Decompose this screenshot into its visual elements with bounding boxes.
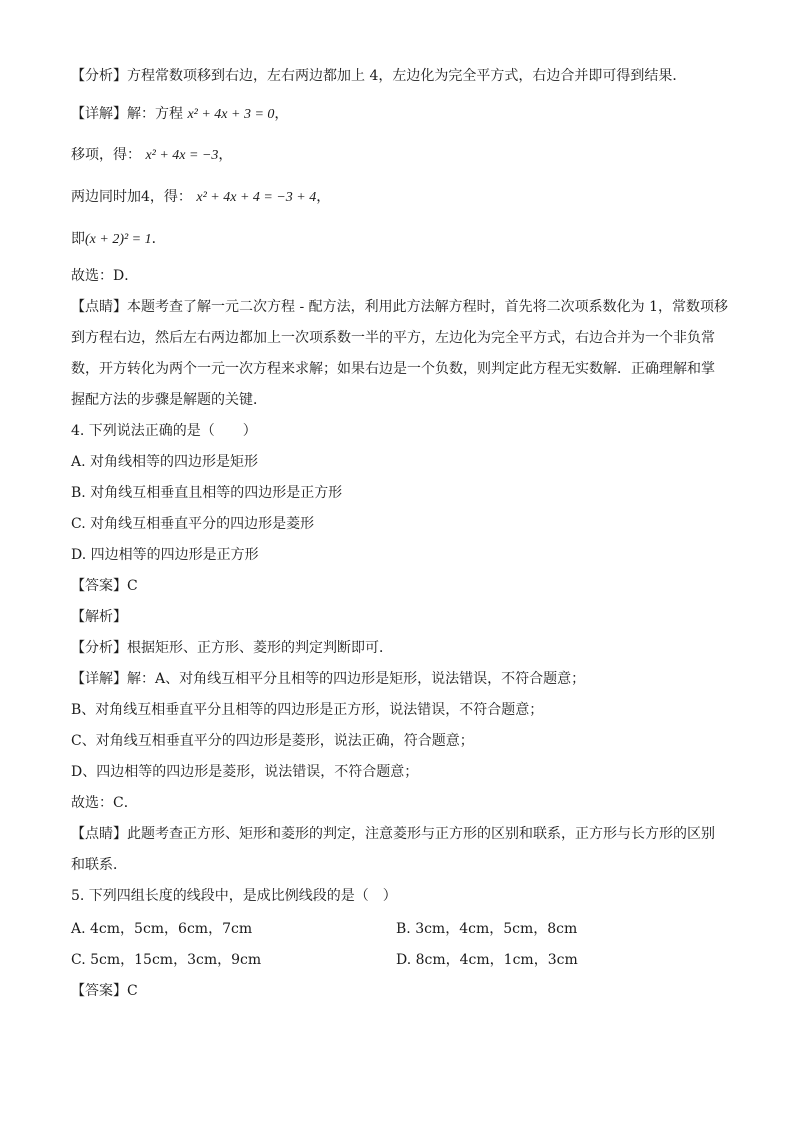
q4-comment-2: 和联系． <box>71 857 127 873</box>
step3-intro: 两边同时加4，得： <box>71 189 192 205</box>
detail-line-2 <box>71 145 232 166</box>
equation-1-tail: ， <box>274 106 289 122</box>
equation-2: x² + 4x = −3 <box>145 148 219 163</box>
step4-intro: 即 <box>71 231 85 247</box>
q4-option-c: C. 对角线互相垂直平分的四边形是菱形 <box>71 516 315 532</box>
q4-choose: 故选：C． <box>71 795 138 811</box>
comment-line-3: 数，开方转化为两个一元一次方程来求解；如果右边是一个负数，则判定此方程无实数解．正确理解和掌 <box>71 361 715 377</box>
q4-detail-d: D、四边相等的四边形是菱形，说法错误，不符合题意； <box>71 764 419 780</box>
q4-option-d: D. 四边相等的四边形是正方形 <box>71 547 259 563</box>
equation-4-tail: ． <box>151 231 166 247</box>
step2-intro: 移项，得： <box>71 147 141 163</box>
q5-option-a: A. 4cm，5cm，6cm，7cm <box>71 921 253 937</box>
comment-text: 本题考查了解一元二次方程 - 配方法，利用此方法解方程时，首先将二次项系数化为 1，常数项移 <box>127 299 728 315</box>
q5-answer <box>71 981 138 1001</box>
detail-text: 解：A、对角线互相平分且相等的四边形是矩形，说法错误，不符合题意； <box>127 671 586 687</box>
q5-option-b: B. 3cm，4cm，5cm，8cm <box>396 921 578 937</box>
choose-line-1: 故选：D． <box>71 268 139 284</box>
q5-stem: 5. 下列四组长度的线段中，是成比例线段的是（ ） <box>71 888 397 904</box>
comment-line-2: 到方程右边，然后左右两边都加上一次项系数一半的平方，左边化为完全平方式，右边合并为一个非负常 <box>71 330 715 346</box>
detail-tag: 【详解】 <box>71 671 127 687</box>
answer-value: C <box>127 578 138 594</box>
analysis-text: 根据矩形、正方形、菱形的判定判断即可． <box>127 640 393 656</box>
detail-line-1 <box>71 104 288 125</box>
q4-option-b: B. 对角线互相垂直且相等的四边形是正方形 <box>71 485 343 501</box>
answer-value: C <box>127 983 138 999</box>
detail-line-4 <box>71 229 166 250</box>
q5-option-d: D. 8cm，4cm，1cm，3cm <box>396 952 578 968</box>
q4-detail-a <box>71 669 585 689</box>
q4-analysis <box>71 638 393 658</box>
comment-text: 此题考查正方形、矩形和菱形的判定，注意菱形与正方形的区别和联系，正方形与长方形的区别 <box>127 826 715 842</box>
q4-detail-c: C、对角线互相垂直平分的四边形是菱形，说法正确，符合题意； <box>71 733 474 749</box>
comment-tag: 【点睛】 <box>71 299 127 315</box>
equation-4: (x + 2)² = 1 <box>85 232 152 247</box>
detail-intro: 解：方程 <box>127 106 183 122</box>
detail-tag: 【详解】 <box>71 106 127 122</box>
analysis-text: 方程常数项移到右边，左右两边都加上 4，左边化为完全平方式，右边合并即可得到结果． <box>127 68 687 84</box>
analysis-tag: 【分析】 <box>71 68 127 84</box>
comment-line-1 <box>71 297 728 317</box>
comment-tag: 【点睛】 <box>71 826 127 842</box>
q4-option-a: A. 对角线相等的四边形是矩形 <box>71 454 259 470</box>
q4-answer <box>71 576 138 596</box>
equation-3: x² + 4x + 4 = −3 + 4 <box>196 190 317 205</box>
q4-stem: 4. 下列说法正确的是（ ） <box>71 423 257 439</box>
comment-line-4: 握配方法的步骤是解题的关键． <box>71 392 267 408</box>
analysis-line-1 <box>71 66 686 86</box>
detail-line-3 <box>71 187 330 208</box>
q4-analysis-heading: 【解析】 <box>71 609 127 625</box>
equation-1: x² + 4x + 3 = 0 <box>187 107 275 122</box>
q4-comment-1 <box>71 824 715 844</box>
q5-option-c: C. 5cm，15cm，3cm，9cm <box>71 952 262 968</box>
answer-tag: 【答案】 <box>71 983 127 999</box>
equation-2-tail: ， <box>218 147 233 163</box>
equation-3-tail: ， <box>316 189 331 205</box>
q4-detail-b: B、对角线互相垂直平分且相等的四边形是正方形，说法错误，不符合题意； <box>71 702 544 718</box>
answer-tag: 【答案】 <box>71 578 127 594</box>
analysis-tag: 【分析】 <box>71 640 127 656</box>
